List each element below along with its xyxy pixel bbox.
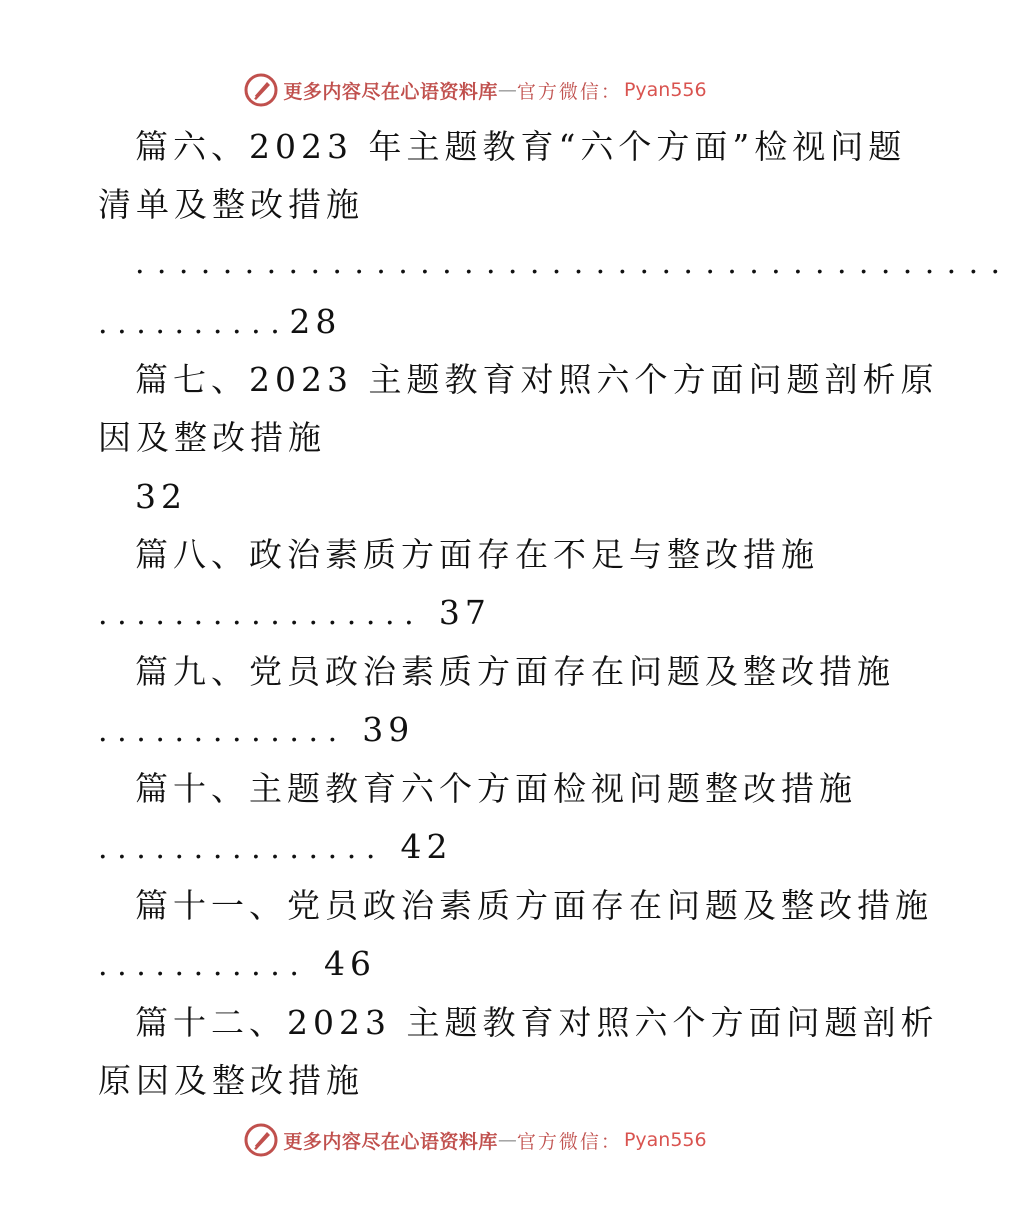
toc-eight-page-number: 37 bbox=[438, 593, 491, 632]
toc-eleven-title[interactable]: 篇十一、党员政治素质方面存在问题及整改措施 bbox=[135, 886, 933, 925]
banner-main-text: 更多内容尽在心语资料库 bbox=[283, 1130, 498, 1153]
banner-separator: — bbox=[497, 79, 517, 101]
toc-seven-title-line1[interactable]: 篇七、2023 主题教育对照六个方面问题剖析原 bbox=[135, 360, 939, 399]
header-banner bbox=[0, 70, 950, 110]
toc-nine-dots: ............. bbox=[98, 714, 347, 749]
banner-wechat-label: 官方微信： bbox=[516, 1130, 622, 1153]
quill-logo-icon bbox=[243, 72, 279, 108]
banner-wechat-id: Pyan556 bbox=[623, 1129, 707, 1151]
toc-nine-leader-row[interactable] bbox=[98, 708, 858, 754]
toc-six-dots: .......... bbox=[98, 306, 290, 341]
toc-six-title-line1[interactable]: 篇六、2023 年主题教育“六个方面”检视问题 bbox=[135, 127, 907, 166]
toc-eleven-dots: ........... bbox=[98, 948, 309, 983]
banner-separator: — bbox=[497, 1129, 517, 1151]
toc-twelve-title-line2[interactable]: 原因及整改措施 bbox=[98, 1061, 364, 1100]
toc-eight-dots: ................. bbox=[98, 597, 424, 632]
toc-ten-leader-row[interactable] bbox=[98, 825, 858, 871]
toc-six-page-number: 28 bbox=[289, 302, 342, 341]
toc-six-leader-dots: ........................................ bbox=[135, 246, 1012, 281]
banner-wechat-id: Pyan556 bbox=[623, 79, 707, 101]
quill-logo-icon bbox=[243, 1122, 279, 1158]
toc-ten-title[interactable]: 篇十、主题教育六个方面检视问题整改措施 bbox=[135, 769, 857, 808]
toc-six-title-line2[interactable]: 清单及整改措施 bbox=[98, 185, 364, 224]
banner-wechat-label: 官方微信： bbox=[516, 80, 622, 103]
toc-eight-leader-row[interactable] bbox=[98, 591, 858, 637]
toc-seven-page-number: 32 bbox=[135, 477, 187, 516]
toc-twelve-title-line1[interactable]: 篇十二、2023 主题教育对照六个方面问题剖析 bbox=[135, 1003, 939, 1042]
toc-eight-title[interactable]: 篇八、政治素质方面存在不足与整改措施 bbox=[135, 535, 819, 574]
toc-seven-title-line2[interactable]: 因及整改措施 bbox=[98, 418, 326, 457]
toc-six-leader-row[interactable] bbox=[98, 300, 858, 346]
toc-ten-page-number: 42 bbox=[400, 827, 453, 866]
banner-main-text: 更多内容尽在心语资料库 bbox=[283, 80, 498, 103]
toc-ten-dots: ............... bbox=[98, 831, 386, 866]
footer-banner bbox=[0, 1120, 950, 1160]
toc-eleven-page-number: 46 bbox=[324, 944, 376, 983]
toc-nine-title[interactable]: 篇九、党员政治素质方面存在问题及整改措施 bbox=[135, 652, 895, 691]
toc-eleven-leader-row[interactable] bbox=[98, 942, 858, 988]
toc-nine-page-number: 39 bbox=[362, 710, 415, 749]
